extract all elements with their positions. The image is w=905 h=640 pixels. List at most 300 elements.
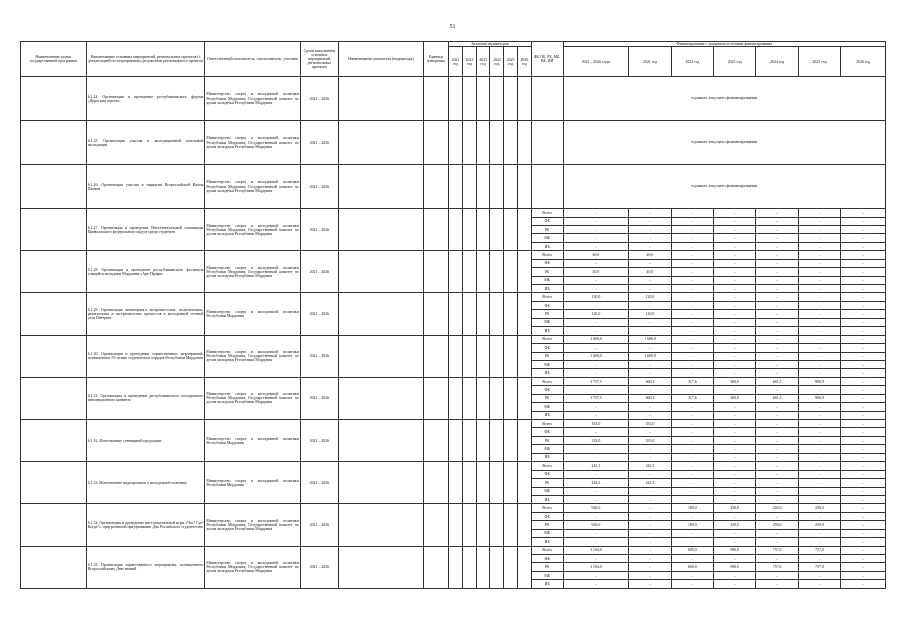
finance-value: – xyxy=(671,512,713,520)
finance-value: 3 104,0 xyxy=(563,546,629,554)
finance-value: – xyxy=(714,310,756,318)
source-code: ИБ xyxy=(531,369,563,377)
activity-name: 6.1.30. Организация и проведение торжественных мероприятий, посвященных 55-летию студенческих отрядов Республики Мордовия xyxy=(86,335,205,377)
finance-value: 990,0 xyxy=(714,563,756,571)
activity-name: 6.1.32. Изготовление сувенирной продукции xyxy=(86,420,205,462)
target-value xyxy=(490,504,504,546)
finance-value: – xyxy=(563,529,629,537)
finance-value: – xyxy=(671,538,713,546)
task-cell xyxy=(21,209,87,251)
funding-note: в рамках текущего финансирования xyxy=(563,121,885,165)
source-code: ФБ xyxy=(531,344,563,352)
finance-value: – xyxy=(798,318,840,326)
finance-value: – xyxy=(841,436,886,444)
source-code: МБ xyxy=(531,234,563,242)
finance-value: – xyxy=(798,217,840,225)
finance-value: – xyxy=(798,234,840,242)
indicator-cell xyxy=(338,335,423,377)
finance-value: – xyxy=(798,571,840,579)
unit-cell xyxy=(423,251,448,293)
finance-value: – xyxy=(714,580,756,588)
task-cell xyxy=(21,77,87,121)
finance-value: – xyxy=(629,546,671,554)
source-code: ИБ xyxy=(531,411,563,419)
finance-value: – xyxy=(798,487,840,495)
table-row xyxy=(21,121,886,165)
target-value xyxy=(490,209,504,251)
finance-value: – xyxy=(756,369,798,377)
finance-value: – xyxy=(841,495,886,503)
finance-value: – xyxy=(671,318,713,326)
finance-value: – xyxy=(563,209,629,217)
target-value xyxy=(449,546,463,588)
finance-value: – xyxy=(841,259,886,267)
finance-value: – xyxy=(798,386,840,394)
finance-value: – xyxy=(841,487,886,495)
finance-value: – xyxy=(756,529,798,537)
finance-value: – xyxy=(563,360,629,368)
source-code: МБ xyxy=(531,318,563,326)
target-value xyxy=(518,377,532,419)
finance-value: – xyxy=(714,335,756,343)
finance-value: – xyxy=(841,462,886,470)
finance-value: 317,6 xyxy=(671,377,713,385)
finance-value: – xyxy=(798,276,840,284)
finance-value: – xyxy=(629,504,671,512)
activity-name: 6.1.34. Организация и проведение интеллектуальной игры «Что? Где? Когда?», приуроченной празднованию Дня Российского студенчества xyxy=(86,504,205,546)
finance-value: – xyxy=(671,386,713,394)
source-code: ИБ xyxy=(531,285,563,293)
header-finance-year: 2025 год xyxy=(798,47,840,77)
source-code: Всего xyxy=(531,546,563,554)
finance-value: – xyxy=(563,369,629,377)
target-value xyxy=(504,546,518,588)
finance-value: – xyxy=(798,352,840,360)
target-value xyxy=(518,121,532,165)
executor: Министерство спорта и молодежной политики Республики Мордовия xyxy=(205,462,300,504)
header-sources: ФБ ОБ, РБ, МБ, ВБ, ИИ xyxy=(531,42,563,77)
finance-value: – xyxy=(629,301,671,309)
target-value xyxy=(504,165,518,209)
finance-value: – xyxy=(671,529,713,537)
finance-value: – xyxy=(798,428,840,436)
finance-value: – xyxy=(714,276,756,284)
finance-value: 1 600,0 xyxy=(629,335,671,343)
task-cell xyxy=(21,165,87,209)
finance-value: – xyxy=(563,487,629,495)
finance-value: – xyxy=(798,420,840,428)
table-row xyxy=(21,377,886,385)
target-value xyxy=(476,462,490,504)
finance-value: – xyxy=(841,386,886,394)
finance-value: – xyxy=(841,369,886,377)
finance-value: 360,0 xyxy=(714,377,756,385)
finance-value: – xyxy=(671,242,713,250)
target-value xyxy=(504,293,518,335)
finance-value: – xyxy=(671,369,713,377)
finance-value: – xyxy=(671,251,713,259)
source-code: ИБ xyxy=(531,453,563,461)
finance-value: – xyxy=(671,268,713,276)
unit-cell xyxy=(423,121,448,165)
finance-value: – xyxy=(841,242,886,250)
period: 2021 – 2026 xyxy=(300,504,338,546)
finance-value: – xyxy=(714,360,756,368)
unit-cell xyxy=(423,209,448,251)
finance-value: – xyxy=(756,445,798,453)
finance-value: – xyxy=(714,512,756,520)
finance-value: – xyxy=(756,470,798,478)
source-code: МБ xyxy=(531,276,563,284)
funding-note: в рамках текущего финансирования xyxy=(563,77,885,121)
header-unit: Единица измерения xyxy=(423,42,448,77)
target-value xyxy=(504,462,518,504)
finance-value: 250,0 xyxy=(756,504,798,512)
finance-value: – xyxy=(798,470,840,478)
source-cell xyxy=(531,121,563,165)
finance-value: – xyxy=(798,445,840,453)
finance-value: – xyxy=(841,521,886,529)
finance-value: – xyxy=(714,327,756,335)
period: 2021 – 2026 xyxy=(300,420,338,462)
task-cell xyxy=(21,504,87,546)
source-code: ФБ xyxy=(531,512,563,520)
finance-value: – xyxy=(629,344,671,352)
finance-value: – xyxy=(671,225,713,233)
finance-value: – xyxy=(714,479,756,487)
target-value xyxy=(518,420,532,462)
finance-value: – xyxy=(563,538,629,546)
target-value xyxy=(504,251,518,293)
period: 2021 – 2026 xyxy=(300,293,338,335)
finance-value: – xyxy=(563,445,629,453)
finance-value: – xyxy=(756,403,798,411)
target-value xyxy=(518,209,532,251)
finance-value: – xyxy=(798,344,840,352)
finance-value: – xyxy=(798,436,840,444)
target-value xyxy=(462,251,476,293)
finance-value: – xyxy=(756,242,798,250)
header-target-year: 2023 год xyxy=(476,47,490,77)
finance-value: 3 757,5 xyxy=(563,377,629,385)
finance-value: 120,0 xyxy=(629,310,671,318)
target-value xyxy=(449,462,463,504)
indicator-cell xyxy=(338,546,423,588)
finance-value: – xyxy=(841,225,886,233)
finance-value: – xyxy=(671,428,713,436)
target-value xyxy=(490,251,504,293)
finance-value: – xyxy=(841,538,886,546)
source-code: ФБ xyxy=(531,259,563,267)
finance-value: – xyxy=(563,276,629,284)
header-target-year: 2022 год xyxy=(462,47,476,77)
unit-cell xyxy=(423,293,448,335)
finance-value: – xyxy=(756,462,798,470)
finance-value: – xyxy=(714,293,756,301)
finance-value: – xyxy=(841,234,886,242)
target-value xyxy=(449,377,463,419)
period: 2021 – 2026 xyxy=(300,335,338,377)
target-value xyxy=(518,251,532,293)
finance-value: – xyxy=(563,259,629,267)
finance-value: – xyxy=(671,234,713,242)
finance-value: – xyxy=(563,301,629,309)
finance-value: – xyxy=(563,386,629,394)
executor: Министерство спорта и молодежной политики Республики Мордовия; Государственный комитет по делам молодежи Республики Мордовия xyxy=(205,209,300,251)
finance-value: – xyxy=(629,259,671,267)
finance-value: – xyxy=(756,251,798,259)
source-cell xyxy=(531,77,563,121)
finance-value: – xyxy=(798,293,840,301)
finance-value: – xyxy=(629,580,671,588)
indicator-cell xyxy=(338,209,423,251)
unit-cell xyxy=(423,77,448,121)
finance-value: – xyxy=(671,335,713,343)
header-finance-year: 2022 год xyxy=(671,47,713,77)
finance-value: – xyxy=(629,369,671,377)
target-value xyxy=(518,77,532,121)
task-cell xyxy=(21,335,87,377)
finance-value: – xyxy=(629,512,671,520)
finance-value: – xyxy=(563,403,629,411)
target-value xyxy=(490,335,504,377)
finance-value: – xyxy=(563,242,629,250)
table-row xyxy=(21,546,886,554)
finance-value: – xyxy=(629,285,671,293)
source-code: ФБ xyxy=(531,217,563,225)
finance-value: – xyxy=(756,360,798,368)
finance-value: – xyxy=(671,403,713,411)
indicator-cell xyxy=(338,420,423,462)
finance-value: – xyxy=(841,318,886,326)
finance-value: – xyxy=(563,411,629,419)
finance-value: 960,9 xyxy=(798,377,840,385)
finance-value: 920,0 xyxy=(563,521,629,529)
finance-value: 242,3 xyxy=(563,462,629,470)
finance-value: 120,0 xyxy=(563,310,629,318)
target-value xyxy=(518,335,532,377)
header-finance-year: 2021 – 2026 годы xyxy=(563,47,629,77)
target-value xyxy=(518,504,532,546)
finance-value: – xyxy=(756,512,798,520)
finance-value: 242,3 xyxy=(629,462,671,470)
table-row xyxy=(21,335,886,343)
target-value xyxy=(504,335,518,377)
finance-value: – xyxy=(671,276,713,284)
finance-value: – xyxy=(798,495,840,503)
target-value xyxy=(490,293,504,335)
finance-value: 1 600,0 xyxy=(563,352,629,360)
target-value xyxy=(518,462,532,504)
finance-value: – xyxy=(756,335,798,343)
source-code: МБ xyxy=(531,403,563,411)
task-cell xyxy=(21,420,87,462)
target-value xyxy=(476,165,490,209)
task-cell xyxy=(21,546,87,588)
finance-value: – xyxy=(841,276,886,284)
finance-value: – xyxy=(563,217,629,225)
finance-value: – xyxy=(841,420,886,428)
finance-value: – xyxy=(756,538,798,546)
indicator-cell xyxy=(338,251,423,293)
source-code: ФБ xyxy=(531,386,563,394)
program-table xyxy=(20,41,886,589)
finance-value: – xyxy=(671,411,713,419)
finance-value: – xyxy=(798,310,840,318)
finance-value: – xyxy=(714,420,756,428)
finance-value: – xyxy=(756,386,798,394)
target-value xyxy=(462,77,476,121)
target-value xyxy=(449,121,463,165)
finance-value: – xyxy=(756,327,798,335)
finance-value: – xyxy=(841,310,886,318)
source-code: РБ xyxy=(531,310,563,318)
target-value xyxy=(504,77,518,121)
finance-value: – xyxy=(671,420,713,428)
source-code: ФБ xyxy=(531,428,563,436)
finance-value: 600,0 xyxy=(671,546,713,554)
finance-value: – xyxy=(756,318,798,326)
finance-value: – xyxy=(841,293,886,301)
header-finance-year: 2026 год xyxy=(841,47,886,77)
indicator-cell xyxy=(338,377,423,419)
finance-value: 990,0 xyxy=(714,546,756,554)
executor: Министерство спорта и молодежной политики Республики Мордовия; Государственный комитет по делам молодежи Республики Мордовия xyxy=(205,504,300,546)
executor: Министерство спорта и молодежной политики Республики Мордовия; Государственный комитет по делам молодежи Республики Мордовия xyxy=(205,335,300,377)
finance-value: – xyxy=(671,360,713,368)
unit-cell xyxy=(423,546,448,588)
source-code: ИБ xyxy=(531,538,563,546)
finance-value: – xyxy=(671,580,713,588)
target-value xyxy=(476,504,490,546)
target-value xyxy=(476,420,490,462)
header-activity: Наименование основных мероприятий, региональных проектов (с детализацией по мероприятиям, результатам регионального проекта) xyxy=(86,42,205,77)
finance-value: – xyxy=(798,462,840,470)
finance-value: – xyxy=(756,436,798,444)
finance-value: 757,0 xyxy=(756,546,798,554)
finance-value: – xyxy=(629,555,671,563)
target-value xyxy=(449,165,463,209)
finance-value: 250,0 xyxy=(756,521,798,529)
header-finance: Финансирование с указанием источника финансирования xyxy=(563,42,885,47)
unit-cell xyxy=(423,420,448,462)
finance-value: – xyxy=(798,529,840,537)
finance-value: – xyxy=(671,453,713,461)
finance-value: – xyxy=(563,285,629,293)
target-value xyxy=(490,77,504,121)
finance-value: 360,0 xyxy=(714,394,756,402)
target-value xyxy=(462,209,476,251)
header-task: Наименование задачи государственной программы xyxy=(21,42,87,77)
finance-value: – xyxy=(756,453,798,461)
header-finance-year: 2023 год xyxy=(714,47,756,77)
indicator-cell xyxy=(338,165,423,209)
finance-value: – xyxy=(671,436,713,444)
finance-value: – xyxy=(841,470,886,478)
finance-value: – xyxy=(671,571,713,579)
finance-value: – xyxy=(671,470,713,478)
header-target-year: 2021 год xyxy=(449,47,463,77)
executor: Министерство спорта и молодежной политики Республики Мордовия xyxy=(205,420,300,462)
target-value xyxy=(449,293,463,335)
finance-value: – xyxy=(629,487,671,495)
finance-value: – xyxy=(714,225,756,233)
finance-value: – xyxy=(714,403,756,411)
header-period: Сроки выполнения основных мероприятий, региональных проектов xyxy=(300,42,338,77)
finance-value: – xyxy=(756,580,798,588)
finance-value: – xyxy=(841,360,886,368)
finance-value: – xyxy=(841,268,886,276)
finance-value: 250,0 xyxy=(798,521,840,529)
finance-value: – xyxy=(798,259,840,267)
source-cell xyxy=(531,165,563,209)
finance-value: – xyxy=(629,318,671,326)
finance-value: – xyxy=(798,369,840,377)
finance-value: – xyxy=(629,209,671,217)
task-cell xyxy=(21,293,87,335)
finance-value: 250,0 xyxy=(714,504,756,512)
activity-name: 6.1.35. Организация торжественного мероприятия, посвященного Всероссийскому Дню знаний xyxy=(86,546,205,588)
finance-value: – xyxy=(714,487,756,495)
target-value xyxy=(462,121,476,165)
finance-value: – xyxy=(798,285,840,293)
source-code: МБ xyxy=(531,571,563,579)
table-row xyxy=(21,504,886,512)
table-row xyxy=(21,251,886,259)
finance-value: 120,0 xyxy=(563,293,629,301)
activity-name: 6.1.29. Организация мониторинга экстремистских, политических, религиозных и экстремистских процессов в молодежной сетевой сети Интернет xyxy=(86,293,205,335)
finance-value: – xyxy=(841,377,886,385)
finance-value: – xyxy=(629,234,671,242)
finance-value: – xyxy=(841,512,886,520)
finance-value: – xyxy=(798,512,840,520)
finance-value: – xyxy=(714,301,756,309)
activity-name: 6.1.26. Организация участия в закрытии Всероссийской Вахты Памяти xyxy=(86,165,205,209)
finance-value: – xyxy=(629,571,671,579)
finance-value: – xyxy=(841,335,886,343)
finance-value: – xyxy=(841,209,886,217)
header-targets: Значения индикаторов xyxy=(449,42,532,47)
period: 2021 – 2026 xyxy=(300,165,338,209)
executor: Министерство спорта и молодежной политики Республики Мордовия; Государственный комитет по делам молодежи Республики Мордовия xyxy=(205,546,300,588)
finance-value: 180,0 xyxy=(671,521,713,529)
target-value xyxy=(449,335,463,377)
funding-note: в рамках текущего финансирования xyxy=(563,165,885,209)
finance-value: – xyxy=(798,301,840,309)
finance-value: – xyxy=(841,403,886,411)
finance-value: – xyxy=(714,555,756,563)
finance-value: – xyxy=(798,268,840,276)
executor: Министерство спорта и молодежной политики Республики Мордовия; Государственный комитет по делам молодежи Республики Мордовия xyxy=(205,77,300,121)
period: 2021 – 2026 xyxy=(300,377,338,419)
period: 2021 – 2026 xyxy=(300,251,338,293)
finance-value: – xyxy=(714,251,756,259)
finance-value: – xyxy=(563,225,629,233)
finance-value: 3 104,0 xyxy=(563,563,629,571)
finance-value: – xyxy=(841,285,886,293)
finance-value: 242,3 xyxy=(563,479,629,487)
finance-value: – xyxy=(798,580,840,588)
finance-value: – xyxy=(563,555,629,563)
finance-value: – xyxy=(756,234,798,242)
source-code: Всего xyxy=(531,462,563,470)
target-value xyxy=(449,77,463,121)
source-code: РБ xyxy=(531,436,563,444)
finance-value: – xyxy=(798,335,840,343)
finance-value: – xyxy=(671,310,713,318)
finance-value: – xyxy=(756,259,798,267)
finance-value: – xyxy=(671,209,713,217)
